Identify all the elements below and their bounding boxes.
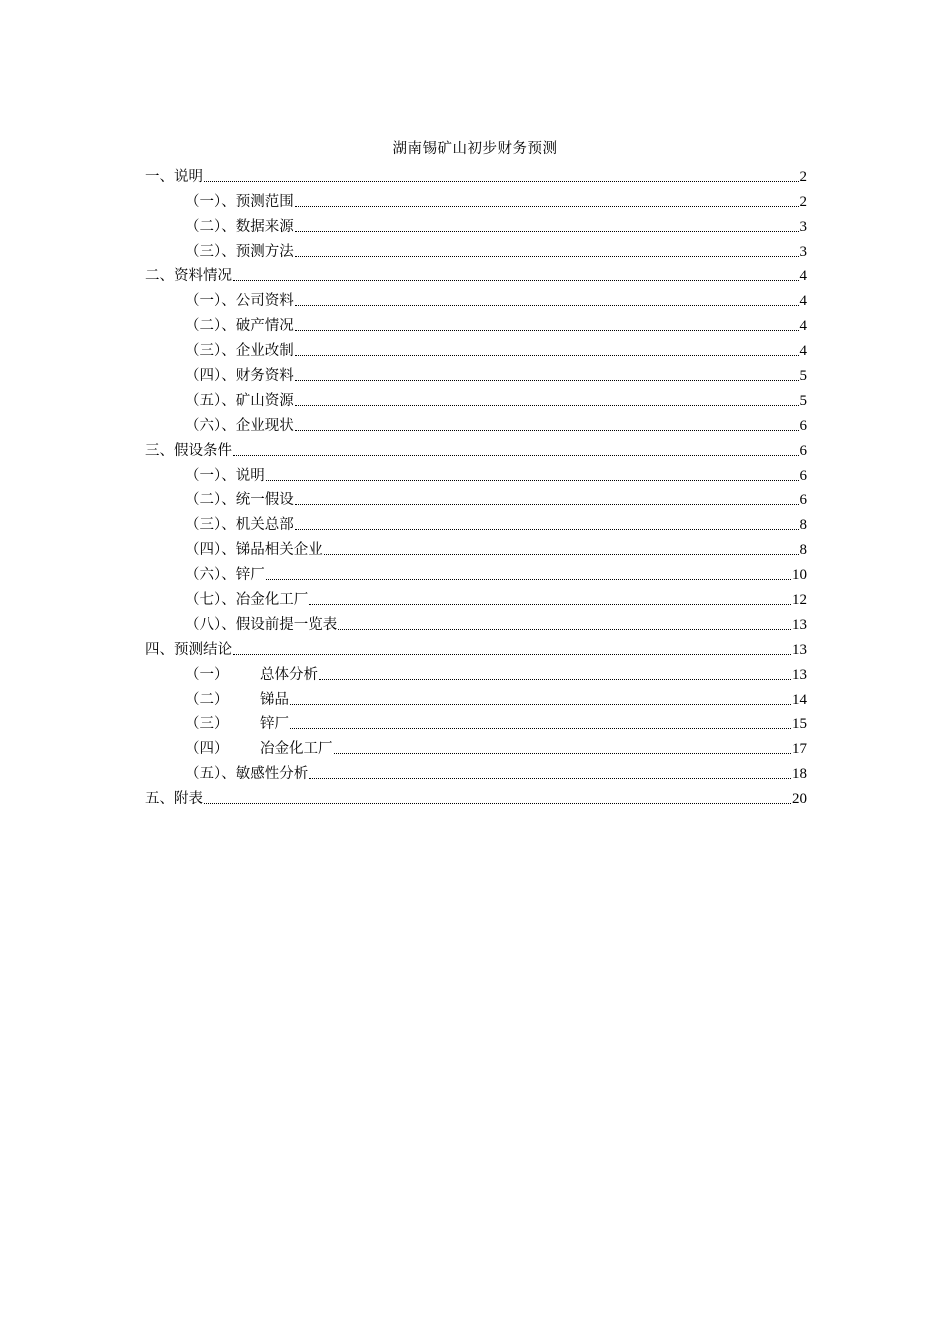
toc-entry-text	[185, 366, 294, 386]
toc-page-number: 3	[799, 218, 807, 235]
toc-entry-label: （一）、说明	[185, 467, 265, 484]
toc-entry[interactable]	[145, 386, 807, 411]
toc-page-number: 2	[799, 168, 807, 185]
toc-page-number: 13	[792, 666, 807, 683]
toc-dot-leader	[204, 180, 799, 182]
toc-entry-label: 一、说明	[145, 168, 203, 185]
toc-dot-leader	[266, 578, 791, 580]
toc-page-number: 13	[792, 616, 807, 633]
toc-dot-leader	[295, 205, 799, 207]
toc-entry-text	[145, 441, 232, 461]
toc-page-number: 17	[792, 741, 807, 758]
toc-entry-number: （二）	[185, 691, 229, 708]
toc-page-number: 4	[799, 343, 807, 360]
toc-entry-text	[185, 714, 289, 734]
toc-page-number: 8	[799, 542, 807, 559]
toc-dot-leader	[290, 703, 791, 705]
toc-entry[interactable]	[145, 436, 807, 461]
toc-entry-label: 四、预测结论	[145, 641, 232, 658]
toc-entry-text	[185, 665, 318, 685]
toc-entry-number: （三）	[185, 716, 229, 733]
toc-page-number: 6	[799, 417, 807, 434]
toc-entry[interactable]	[145, 710, 807, 735]
toc-entry-text	[145, 789, 203, 809]
toc-entry-label: （二）、统一假设	[185, 492, 294, 509]
toc-entry[interactable]	[145, 237, 807, 262]
toc-entry-text	[185, 316, 294, 336]
toc-page-number: 6	[799, 492, 807, 509]
toc-page-number: 8	[799, 517, 807, 534]
toc-entry-label: （一）、预测范围	[185, 193, 294, 210]
toc-page-number: 2	[799, 193, 807, 210]
toc-entry[interactable]	[145, 660, 807, 685]
toc-entry-label: （四）、锑品相关企业	[185, 542, 323, 559]
toc-dot-leader	[295, 230, 799, 232]
toc-entry-text	[185, 291, 294, 311]
toc-entry-label: （六）、锌厂	[185, 567, 265, 584]
toc-entry-label: （八）、假设前提一览表	[185, 616, 338, 633]
toc-page-number: 4	[799, 293, 807, 310]
toc-entry-label: （一）、公司资料	[185, 293, 294, 310]
toc-entry-label: 总体分析	[260, 666, 318, 683]
toc-dot-leader	[309, 603, 791, 605]
toc-entry[interactable]	[145, 336, 807, 361]
toc-page-number: 10	[792, 567, 807, 584]
toc-entry-text	[185, 466, 265, 486]
toc-entry-label: （五）、敏感性分析	[185, 766, 309, 783]
toc-entry-text	[185, 217, 294, 237]
toc-entry-label: （二）、数据来源	[185, 218, 294, 235]
toc-dot-leader	[309, 777, 791, 779]
toc-dot-leader	[295, 304, 799, 306]
toc-dot-leader	[295, 404, 799, 406]
toc-dot-leader	[266, 479, 799, 481]
toc-entry[interactable]	[145, 486, 807, 511]
toc-page-number: 20	[792, 791, 807, 808]
toc-entry-text	[185, 192, 294, 212]
toc-entry[interactable]	[145, 311, 807, 336]
toc-entry-text	[185, 242, 294, 262]
toc-entry-label: （六）、企业现状	[185, 417, 294, 434]
toc-entry-number: （一）	[185, 666, 229, 683]
toc-entry-text	[145, 640, 232, 660]
toc-page-number: 4	[799, 268, 807, 285]
toc-entry[interactable]	[145, 585, 807, 610]
toc-entry[interactable]	[145, 685, 807, 710]
toc-entry[interactable]	[145, 610, 807, 635]
toc-dot-leader	[334, 752, 792, 754]
toc-page-number: 5	[799, 368, 807, 385]
toc-dot-leader	[233, 279, 799, 281]
toc-entry-label: 锑品	[260, 691, 289, 708]
toc-entry-label: 二、资料情况	[145, 268, 232, 285]
toc-page-number: 14	[792, 691, 807, 708]
toc-entry-label: （四）、财务资料	[185, 368, 294, 385]
toc-page-number: 15	[792, 716, 807, 733]
toc-entry-text	[185, 391, 294, 411]
toc-entry[interactable]	[145, 734, 807, 759]
toc-entry[interactable]	[145, 361, 807, 386]
toc-entry-text	[185, 690, 289, 710]
toc-entry[interactable]	[145, 560, 807, 585]
toc-entry[interactable]	[145, 212, 807, 237]
toc-dot-leader	[295, 379, 799, 381]
toc-entry-text	[185, 416, 294, 436]
toc-dot-leader	[295, 354, 799, 356]
toc-entry-label: （三）、企业改制	[185, 343, 294, 360]
toc-entry-text	[145, 266, 232, 286]
toc-entry-text	[185, 615, 337, 635]
toc-entry-text	[185, 490, 294, 510]
toc-page-number: 13	[792, 641, 807, 658]
toc-page-number: 18	[792, 766, 807, 783]
toc-dot-leader	[295, 429, 799, 431]
toc-entry-label: 锌厂	[260, 716, 289, 733]
toc-dot-leader	[338, 628, 791, 630]
toc-entry[interactable]	[145, 635, 807, 660]
table-of-contents	[145, 162, 807, 809]
toc-entry-label: （二）、破产情况	[185, 318, 294, 335]
toc-entry-text	[185, 341, 294, 361]
toc-entry-text	[145, 167, 203, 187]
toc-entry-label: 五、附表	[145, 791, 203, 808]
toc-dot-leader	[204, 802, 791, 804]
toc-entry[interactable]	[145, 461, 807, 486]
toc-dot-leader	[233, 653, 791, 655]
document-title: 湖南锡矿山初步财务预测	[392, 141, 558, 157]
toc-page-number: 12	[792, 592, 807, 609]
toc-entry-text	[185, 515, 294, 535]
toc-entry-text	[185, 590, 308, 610]
toc-entry-label: （七）、冶金化工厂	[185, 592, 309, 609]
toc-dot-leader	[319, 678, 791, 680]
toc-entry-text	[185, 739, 333, 759]
toc-entry-label: （三）、预测方法	[185, 243, 294, 260]
toc-entry[interactable]	[145, 262, 807, 287]
toc-entry[interactable]	[145, 535, 807, 560]
toc-dot-leader	[324, 553, 799, 555]
toc-dot-leader	[290, 727, 791, 729]
toc-entry[interactable]	[145, 759, 807, 784]
toc-page-number: 6	[799, 442, 807, 459]
toc-page-number: 3	[799, 243, 807, 260]
toc-dot-leader	[295, 255, 799, 257]
toc-dot-leader	[233, 454, 799, 456]
toc-entry-label: （三）、机关总部	[185, 517, 294, 534]
toc-entry[interactable]	[145, 784, 807, 809]
toc-entry-text	[185, 565, 265, 585]
toc-entry-label: 冶金化工厂	[260, 741, 333, 758]
toc-entry-number: （四）	[185, 741, 229, 758]
toc-entry-text	[185, 764, 308, 784]
toc-entry[interactable]	[145, 411, 807, 436]
toc-dot-leader	[295, 503, 799, 505]
toc-entry-label: （五）、矿山资源	[185, 392, 294, 409]
toc-page-number: 6	[799, 467, 807, 484]
toc-dot-leader	[295, 528, 799, 530]
toc-entry[interactable]	[145, 286, 807, 311]
toc-entry-label: 三、假设条件	[145, 442, 232, 459]
toc-entry[interactable]	[145, 510, 807, 535]
toc-entry[interactable]	[145, 187, 807, 212]
toc-dot-leader	[295, 329, 799, 331]
toc-page-number: 5	[799, 392, 807, 409]
toc-entry-text	[185, 540, 323, 560]
toc-page-number: 4	[799, 318, 807, 335]
toc-entry[interactable]	[145, 162, 807, 187]
